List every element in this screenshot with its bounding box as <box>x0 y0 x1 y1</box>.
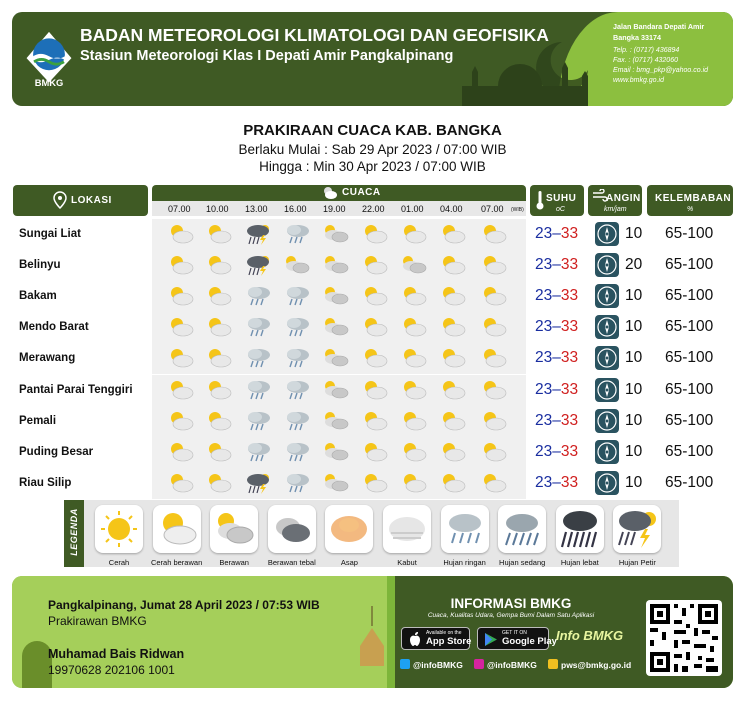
legend-label: Asap <box>340 558 358 567</box>
temp-max: 33 <box>560 287 579 305</box>
table-row <box>13 219 733 250</box>
compass-icon <box>595 471 619 495</box>
weather-cb-icon <box>206 472 232 494</box>
weather-cb-icon <box>206 285 232 307</box>
weather-cb-icon <box>401 379 427 401</box>
temp-separator: – <box>552 318 561 336</box>
column-header-angin <box>588 185 642 216</box>
suhu-unit: oC <box>556 206 565 213</box>
weather-bt-icon <box>323 223 349 245</box>
humidity: 65-100 <box>665 287 714 305</box>
temperature-range <box>535 381 578 399</box>
cerah-icon <box>95 505 143 553</box>
temp-max: 33 <box>560 225 579 242</box>
temp-separator: – <box>552 380 561 398</box>
forecast-place-date: Pangkalpinang, Jumat 28 April 2023 / 07:53 WIB <box>48 598 320 612</box>
weather-cb-icon <box>362 316 388 338</box>
weather-bt-icon <box>284 254 310 276</box>
timezone-label: (WIB) <box>511 207 524 213</box>
google-play-icon <box>484 632 498 647</box>
kabut-icon <box>383 505 431 553</box>
compass-icon <box>595 346 619 370</box>
wind-speed: 10 <box>625 318 643 336</box>
legend-label: Hujan sedang <box>499 558 546 567</box>
weather-cb-icon <box>362 254 388 276</box>
time-label: 19.00 <box>323 204 346 214</box>
address-line-1: Jalan Bandara Depati Amir <box>613 22 705 31</box>
weather-cb-icon <box>362 285 388 307</box>
weather-bt-icon <box>323 285 349 307</box>
info-bmkg-app-name: Info BMKG <box>556 628 624 643</box>
weather-cb-icon <box>168 254 194 276</box>
column-header-suhu <box>530 185 584 216</box>
temp-min: 23 <box>535 411 553 429</box>
weather-hs-icon <box>245 410 271 432</box>
wind-speed: 10 <box>625 411 643 429</box>
table-row <box>13 468 733 499</box>
location-name: Pemali <box>19 414 57 427</box>
temp-min: 23 <box>535 287 553 305</box>
temp-max: 33 <box>560 473 579 491</box>
weather-cb-icon <box>440 254 466 276</box>
google-play-caption: GET IT ON <box>502 630 527 636</box>
column-label-angin: ANGIN <box>606 193 641 204</box>
weather-cb-icon <box>362 223 388 245</box>
page-title: PRAKIRAAN CUACA KAB. BANGKA <box>243 122 502 139</box>
cerah-berawan-icon <box>153 505 201 553</box>
temperature-range <box>535 287 578 305</box>
compass-icon <box>595 440 619 464</box>
kelembaban-unit: % <box>687 206 694 213</box>
weather-cb-icon <box>481 410 507 432</box>
weather-hs-icon <box>284 285 310 307</box>
legend-tab <box>64 500 84 567</box>
temp-min: 23 <box>535 256 553 274</box>
wind-speed: 10 <box>625 442 643 460</box>
instagram-handle: @infoBMKG <box>487 660 537 670</box>
weather-cb-icon <box>481 379 507 401</box>
weather-cb-icon <box>401 316 427 338</box>
temp-min: 23 <box>535 349 553 367</box>
compass-icon <box>595 222 619 246</box>
weather-hs-icon <box>245 441 271 463</box>
table-row <box>13 281 733 312</box>
weather-cb-icon <box>206 441 232 463</box>
weather-cb-icon <box>206 410 232 432</box>
column-label-cuaca: CUACA <box>342 187 381 198</box>
table-row <box>13 312 733 343</box>
berawan-icon <box>210 505 258 553</box>
weather-cb-icon <box>481 254 507 276</box>
weather-hs-icon <box>284 410 310 432</box>
legend-label: Hujan ringan <box>443 558 486 567</box>
legend-label: Hujan Petir <box>618 558 656 567</box>
weather-cb-icon <box>362 441 388 463</box>
app-store-caption: Available on the <box>426 630 462 636</box>
humidity: 65-100 <box>665 318 714 336</box>
location-name: Bakam <box>19 290 57 303</box>
compass-icon <box>595 378 619 402</box>
twitter-link[interactable] <box>400 659 463 670</box>
angin-unit: km/jam <box>604 206 627 213</box>
weather-cb-icon <box>206 379 232 401</box>
temp-min: 23 <box>535 473 553 491</box>
temperature-range <box>535 474 578 492</box>
weather-hs-icon <box>245 379 271 401</box>
forecaster-role: Prakirawan BMKG <box>48 614 147 628</box>
weather-hs-icon <box>245 316 271 338</box>
weather-cb-icon <box>440 347 466 369</box>
legend-item <box>210 505 258 553</box>
fax-line: Fax. : (0717) 432060 <box>613 57 678 64</box>
column-header-lokasi <box>13 185 148 216</box>
weather-cb-icon <box>440 441 466 463</box>
humidity: 65-100 <box>665 225 714 242</box>
temperature-range <box>535 412 578 430</box>
logo-text: BMKG <box>34 78 64 88</box>
instagram-link[interactable] <box>474 659 537 670</box>
weather-cb-icon <box>168 347 194 369</box>
legend-item <box>441 505 489 553</box>
legend-item <box>383 505 431 553</box>
weather-cb-icon <box>206 254 232 276</box>
weather-bt-icon <box>323 410 349 432</box>
temp-separator: – <box>552 349 561 367</box>
time-label: 16.00 <box>284 204 307 214</box>
humidity: 65-100 <box>665 473 714 491</box>
bmkg-logo-icon <box>20 30 78 88</box>
station-name: Stasiun Meteorologi Klas I Depati Amir Pangkalpinang <box>80 48 454 64</box>
lantern-decoration-icon <box>352 606 392 688</box>
weather-cb-icon <box>401 410 427 432</box>
email-link[interactable] <box>548 659 631 670</box>
legend-item <box>153 505 201 553</box>
legend-label: Hujan lebat <box>560 558 599 567</box>
humidity: 65-100 <box>665 349 714 367</box>
weather-cb-icon <box>168 410 194 432</box>
column-label-suhu: SUHU <box>546 193 577 204</box>
weather-cb-icon <box>362 347 388 369</box>
weather-hs-icon <box>245 347 271 369</box>
legend-label: Kabut <box>397 558 417 567</box>
temp-separator: – <box>552 225 561 242</box>
weather-cb-icon <box>362 410 388 432</box>
organization-name: BADAN METEOROLOGI KLIMATOLOGI DAN GEOFISIKA <box>80 25 549 45</box>
hujan-lebat-icon <box>556 505 604 553</box>
temp-min: 23 <box>535 442 553 460</box>
weather-cb-icon <box>401 472 427 494</box>
weather-cb-icon <box>168 223 194 245</box>
weather-hs-icon <box>284 472 310 494</box>
weather-cb-icon <box>401 223 427 245</box>
compass-icon <box>595 284 619 308</box>
weather-cb-icon <box>168 379 194 401</box>
twitter-icon <box>400 659 410 669</box>
location-name: Belinyu <box>19 259 61 272</box>
legend-label: Cerah <box>108 558 130 567</box>
thermometer-icon <box>536 190 544 210</box>
time-label: 07.00 <box>481 204 504 214</box>
contact-block <box>613 22 708 86</box>
weather-cb-icon <box>168 472 194 494</box>
temperature-range <box>535 225 578 243</box>
column-header-cuaca <box>152 185 526 201</box>
forecaster-nip: 19970628 202106 1001 <box>48 663 175 677</box>
mosque-silhouette-icon <box>462 52 612 106</box>
table-row <box>13 375 733 406</box>
wind-speed: 10 <box>625 287 643 305</box>
apple-icon <box>408 632 422 647</box>
email-address: pws@bmkg.go.id <box>561 660 632 670</box>
email-icon <box>548 659 558 669</box>
legend-item <box>95 505 143 553</box>
wind-speed: 10 <box>625 349 643 367</box>
temp-separator: – <box>552 411 561 429</box>
weather-cb-icon <box>401 347 427 369</box>
wind-speed: 10 <box>625 473 643 491</box>
legend-title: LEGENDA <box>68 508 79 556</box>
phone-line: Telp. : (0717) 436894 <box>613 47 680 54</box>
column-label-lokasi: LOKASI <box>71 195 112 206</box>
temp-max: 33 <box>560 380 579 398</box>
wind-speed: 10 <box>625 225 643 242</box>
weather-cb-icon <box>481 223 507 245</box>
weather-cb-icon <box>168 285 194 307</box>
temp-max: 33 <box>560 256 579 274</box>
weather-hp-icon <box>245 472 271 494</box>
location-name: Mendo Barat <box>19 321 89 334</box>
temp-max: 33 <box>560 349 579 367</box>
temperature-range <box>535 443 578 461</box>
wind-speed: 10 <box>625 380 643 398</box>
info-bmkg-title: INFORMASI BMKG <box>450 596 572 611</box>
weather-hp-icon <box>245 254 271 276</box>
instagram-icon <box>474 659 484 669</box>
temp-max: 33 <box>560 411 579 429</box>
weather-cb-icon <box>168 316 194 338</box>
time-label: 04.00 <box>440 204 463 214</box>
asap-icon <box>325 505 373 553</box>
table-row <box>13 406 733 437</box>
temp-min: 23 <box>535 318 553 336</box>
weather-bt-icon <box>323 316 349 338</box>
location-name: Puding Besar <box>19 445 94 458</box>
weather-bt-icon <box>323 472 349 494</box>
temp-separator: – <box>552 256 561 274</box>
humidity: 65-100 <box>665 442 714 460</box>
weather-bt-icon <box>323 254 349 276</box>
weather-hs-icon <box>284 316 310 338</box>
weather-bt-icon <box>401 254 427 276</box>
weather-hs-icon <box>245 285 271 307</box>
temp-min: 23 <box>535 380 553 398</box>
weather-cb-icon <box>401 285 427 307</box>
legend-label: Berawan <box>219 558 249 567</box>
app-store-label: App Store <box>426 636 472 647</box>
weather-cb-icon <box>362 472 388 494</box>
weather-cb-icon <box>440 285 466 307</box>
table-row <box>13 437 733 468</box>
weather-hs-icon <box>284 347 310 369</box>
website-link[interactable]: www.bmkg.go.id <box>613 77 664 84</box>
humidity: 65-100 <box>665 411 714 429</box>
google-play-button[interactable] <box>477 627 557 650</box>
weather-hs-icon <box>284 379 310 401</box>
time-label: 22.00 <box>362 204 385 214</box>
weather-hs-icon <box>284 223 310 245</box>
twitter-handle: @infoBMKG <box>413 660 463 670</box>
weather-cb-icon <box>440 472 466 494</box>
weather-cb-icon <box>440 410 466 432</box>
compass-icon <box>595 253 619 277</box>
weather-hp-icon <box>245 223 271 245</box>
temp-separator: – <box>552 287 561 305</box>
location-name: Pantai Parai Tenggiri <box>19 383 133 396</box>
weather-cb-icon <box>206 316 232 338</box>
weather-bt-icon <box>323 441 349 463</box>
time-label: 10.00 <box>206 204 229 214</box>
legend-item <box>556 505 604 553</box>
legend-item <box>498 505 546 553</box>
temperature-range <box>535 318 578 336</box>
weather-cb-icon <box>481 472 507 494</box>
compass-icon <box>595 409 619 433</box>
hujan-sedang-icon <box>498 505 546 553</box>
weather-cb-icon <box>440 379 466 401</box>
table-row <box>13 343 733 374</box>
weather-cb-icon <box>481 285 507 307</box>
qr-code[interactable] <box>646 600 722 676</box>
weather-cb-icon <box>206 223 232 245</box>
address-line-2: Bangka 33174 <box>613 33 661 42</box>
temp-max: 33 <box>560 442 579 460</box>
email-line: Email : bmg_pkp@yahoo.co.id <box>613 67 709 74</box>
temp-separator: – <box>552 442 561 460</box>
weather-bt-icon <box>323 379 349 401</box>
weather-cb-icon <box>168 441 194 463</box>
time-label: 13.00 <box>245 204 268 214</box>
humidity: 65-100 <box>665 256 714 274</box>
column-label-kelembaban: KELEMBABAN <box>655 193 732 204</box>
time-label: 07.00 <box>168 204 191 214</box>
qr-code-image <box>646 600 722 676</box>
table-row <box>13 250 733 281</box>
valid-from: Berlaku Mulai : Sab 29 Apr 2023 / 07:00 WIB <box>238 142 507 157</box>
weather-cb-icon <box>481 347 507 369</box>
location-pin-icon <box>53 191 67 209</box>
compass-icon <box>595 315 619 339</box>
weather-cb-icon <box>401 441 427 463</box>
humidity: 65-100 <box>665 380 714 398</box>
temp-separator: – <box>552 473 561 491</box>
valid-to: Hingga : Min 30 Apr 2023 / 07:00 WIB <box>259 159 486 174</box>
legend-item <box>613 505 661 553</box>
info-bmkg-subtitle: Cuaca, Kualitas Udara, Gempa Bumi Dalam Satu Aplikasi <box>427 612 595 619</box>
weather-cb-icon <box>481 316 507 338</box>
temperature-range <box>535 256 578 274</box>
hujan-petir-icon <box>613 505 661 553</box>
legend-label: Cerah berawan <box>150 558 203 567</box>
weather-cb-icon <box>362 379 388 401</box>
legend-label: Berawan tebal <box>267 558 316 567</box>
location-name: Merawang <box>19 352 76 365</box>
hujan-ringan-icon <box>441 505 489 553</box>
berawan-tebal-icon <box>268 505 316 553</box>
weather-cb-icon <box>481 441 507 463</box>
google-play-label: Google Play <box>502 636 557 647</box>
weather-cloud-icon <box>322 186 338 200</box>
forecaster-name: Muhamad Bais Ridwan <box>48 647 185 661</box>
weather-hs-icon <box>284 441 310 463</box>
temperature-range <box>535 349 578 367</box>
weather-cb-icon <box>206 347 232 369</box>
wind-speed: 20 <box>625 256 643 274</box>
column-header-kelembaban <box>647 185 733 216</box>
weather-cb-icon <box>440 316 466 338</box>
weather-cb-icon <box>440 223 466 245</box>
temp-min: 23 <box>535 225 553 242</box>
legend-item <box>268 505 316 553</box>
app-store-button[interactable] <box>401 627 470 650</box>
temp-max: 33 <box>560 318 579 336</box>
time-label: 01.00 <box>401 204 424 214</box>
legend-item <box>325 505 373 553</box>
weather-bt-icon <box>323 347 349 369</box>
location-name: Sungai Liat <box>19 228 81 240</box>
location-name: Riau Silip <box>19 476 72 489</box>
